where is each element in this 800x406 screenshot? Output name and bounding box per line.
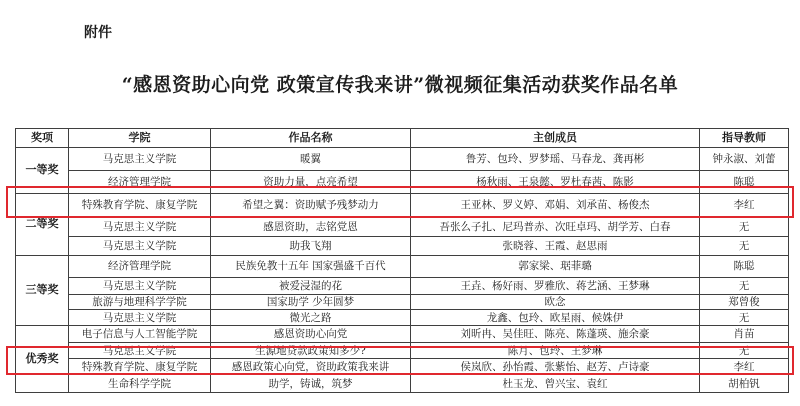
work-title-cell: 感恩政策心向党，资助政策我来讲 xyxy=(211,359,411,375)
column-header-0: 奖项 xyxy=(16,129,69,148)
table-row xyxy=(16,359,789,375)
work-title-cell: 国家助学 少年圆梦 xyxy=(211,295,411,310)
work-title-cell: 助学，铸诚，筑梦 xyxy=(211,375,411,393)
college-cell: 马克思主义学院 xyxy=(69,148,211,171)
advisor-cell: 无 xyxy=(700,278,789,295)
advisor-cell: 无 xyxy=(700,310,789,326)
members-cell: 吾张么子扎、尼玛普赤、次旺卓玛、胡学芳、白春 xyxy=(411,218,700,237)
work-title-cell: 感恩资助，志铭党恩 xyxy=(211,218,411,237)
work-title-cell: 希望之翼：资助赋予残梦动力 xyxy=(211,194,411,218)
page-title: “感恩资助心向党 政策宣传我来讲”微视频征集活动获奖作品名单 xyxy=(121,74,679,96)
advisor-cell: 李红 xyxy=(700,359,789,375)
award-cell: 一等奖 xyxy=(16,148,69,194)
table-row xyxy=(16,218,789,237)
award-cell: 优秀奖 xyxy=(16,326,69,393)
members-cell: 欧念 xyxy=(411,295,700,310)
award-cell: 二等奖 xyxy=(16,194,69,256)
college-cell: 特殊教育学院、康复学院 xyxy=(69,194,211,218)
college-cell: 马克思主义学院 xyxy=(69,310,211,326)
advisor-cell: 钟永淑、刘蕾 xyxy=(700,148,789,171)
award-cell: 三等奖 xyxy=(16,256,69,326)
members-cell: 王垚、杨好雨、罗雅欣、蒋艺涵、王梦琳 xyxy=(411,278,700,295)
table-row xyxy=(16,326,789,343)
members-cell: 杨秋雨、王泉懿、罗杜春茜、陈影 xyxy=(411,171,700,194)
advisor-cell: 胡柏钒 xyxy=(700,375,789,393)
college-cell: 经济管理学院 xyxy=(69,171,211,194)
college-cell: 旅游与地理科学学院 xyxy=(69,295,211,310)
advisor-cell: 郑曾俊 xyxy=(700,295,789,310)
attachment-label: 附件 xyxy=(84,25,112,41)
college-cell: 马克思主义学院 xyxy=(69,237,211,256)
members-cell: 刘昕冉、吴佳旺、陈亮、陈蓬瑛、施余豪 xyxy=(411,326,700,343)
work-title-cell: 暖翼 xyxy=(211,148,411,171)
advisor-cell: 无 xyxy=(700,237,789,256)
table-row xyxy=(16,256,789,278)
advisor-cell: 无 xyxy=(700,343,789,359)
awards-table-element xyxy=(15,128,789,393)
members-cell: 侯岚欣、孙怡霞、张紫怡、赵芳、卢诗豪 xyxy=(411,359,700,375)
advisor-cell: 李红 xyxy=(700,194,789,218)
column-header-2: 作品名称 xyxy=(211,129,411,148)
college-cell: 生命科学学院 xyxy=(69,375,211,393)
awards-table xyxy=(15,128,788,393)
work-title-cell: 民族免教十五年 国家强盛千百代 xyxy=(211,256,411,278)
work-title-cell: 感恩资助心向党 xyxy=(211,326,411,343)
members-cell: 陈月、包玲、王梦琳 xyxy=(411,343,700,359)
table-header-row xyxy=(16,129,789,148)
table-row xyxy=(16,278,789,295)
members-cell: 鲁芳、包玲、罗梦瑶、马春龙、龚再彬 xyxy=(411,148,700,171)
work-title-cell: 微光之路 xyxy=(211,310,411,326)
column-header-3: 主创成员 xyxy=(411,129,700,148)
column-header-1: 学院 xyxy=(69,129,211,148)
table-row xyxy=(16,148,789,171)
advisor-cell: 陈聪 xyxy=(700,171,789,194)
advisor-cell: 无 xyxy=(700,218,789,237)
college-cell: 马克思主义学院 xyxy=(69,278,211,295)
table-row xyxy=(16,295,789,310)
table-row xyxy=(16,343,789,359)
members-cell: 王亚林、罗义婷、邓娟、刘承苗、杨俊杰 xyxy=(411,194,700,218)
table-row xyxy=(16,171,789,194)
college-cell: 马克思主义学院 xyxy=(69,343,211,359)
column-header-4: 指导教师 xyxy=(700,129,789,148)
college-cell: 特殊教育学院、康复学院 xyxy=(69,359,211,375)
work-title-cell: 被爱浸湿的花 xyxy=(211,278,411,295)
work-title-cell: 助我飞翔 xyxy=(211,237,411,256)
college-cell: 马克思主义学院 xyxy=(69,218,211,237)
work-title-cell: 生源地贷款政策知多少? xyxy=(211,343,411,359)
members-cell: 龙鑫、包玲、欧星雨、候姝伊 xyxy=(411,310,700,326)
college-cell: 经济管理学院 xyxy=(69,256,211,278)
members-cell: 杜玉龙、曾兴宝、袁红 xyxy=(411,375,700,393)
table-row xyxy=(16,310,789,326)
awards-table-body xyxy=(16,148,789,393)
advisor-cell: 陈聪 xyxy=(700,256,789,278)
table-row xyxy=(16,375,789,393)
work-title-cell: 资助力量，点亮希望 xyxy=(211,171,411,194)
members-cell: 张晓蓉、王霞、赵思雨 xyxy=(411,237,700,256)
table-row xyxy=(16,194,789,218)
table-row xyxy=(16,237,789,256)
advisor-cell: 肖苗 xyxy=(700,326,789,343)
members-cell: 郭家梁、琚菲璐 xyxy=(411,256,700,278)
college-cell: 电子信息与人工智能学院 xyxy=(69,326,211,343)
